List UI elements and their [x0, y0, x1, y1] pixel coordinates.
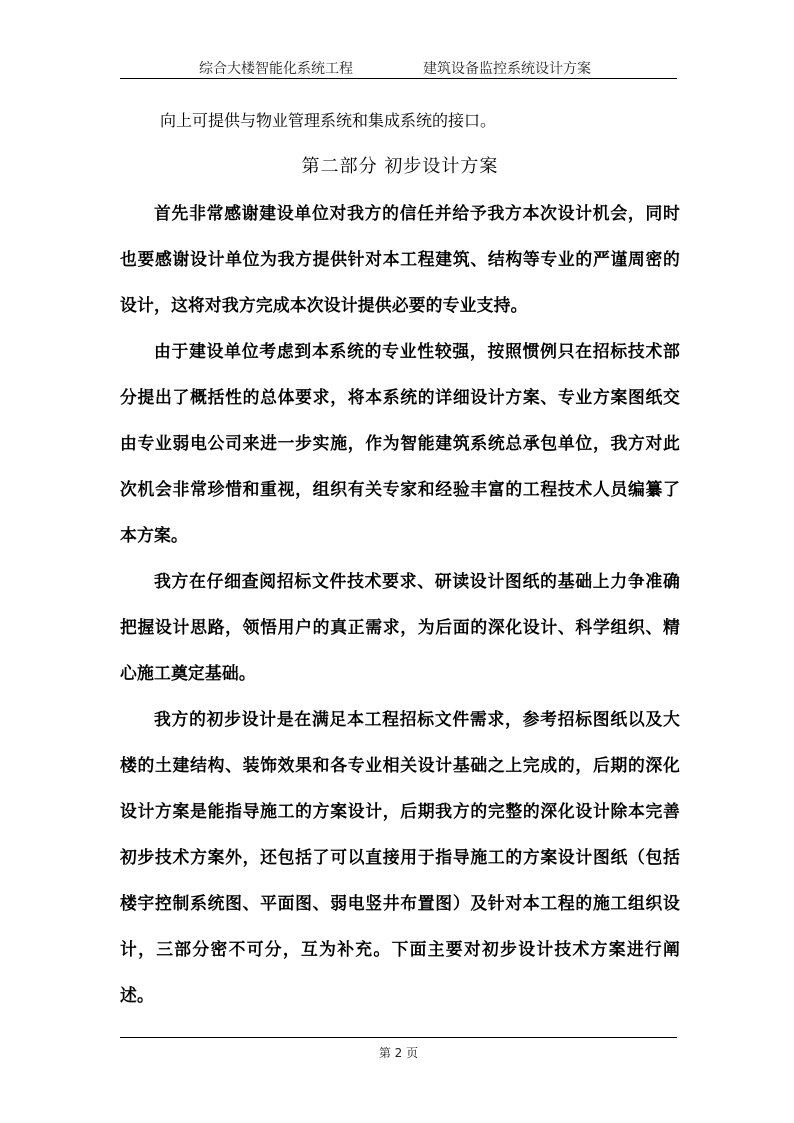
continued-text-line: 向上可提供与物业管理系统和集成系统的接口。 [160, 111, 497, 130]
page-footer [120, 1037, 677, 1061]
page-header [120, 56, 677, 79]
paragraph-2: 由于建设单位考虑到本系统的专业性较强，按照惯例只在招标技术部分提出了概括性的总体要求，将本系统的详细设计方案、专业方案图纸交由专业弱电公司来进一步实施，作为智能建筑系统总承包单位，我方对此次机会非常珍惜和重视，组织有关专家和经验丰富的工程技术人员编纂了本方案。 [120, 341, 680, 545]
document-body [120, 98, 680, 1018]
paragraph-1: 首先非常感谢建设单位对我方的信任并给予我方本次设计机会，同时也要感谢设计单位为我方提供针对本工程建筑、结构等专业的严谨周密的设计，这将对我方完成本次设计提供必要的专业支持。 [120, 203, 680, 315]
paragraph-3: 我方在仔细查阅招标文件技术要求、研读设计图纸的基础上力争准确把握设计思路，领悟用户的真正需求，为后面的深化设计、科学组织、精心施工奠定基础。 [120, 571, 680, 683]
header-document-title: 建筑设备监控系统设计方案 [423, 61, 591, 77]
header-project-title: 综合大楼智能化系统工程 [199, 61, 353, 77]
section-title: 第二部分 初步设计方案 [301, 156, 499, 177]
page-number: 第 2 页 [378, 1046, 419, 1060]
paragraph-4: 我方的初步设计是在满足本工程招标文件需求，参考招标图纸以及大楼的土建结构、装饰效果和各专业相关设计基础之上完成的，后期的深化设计方案是能指导施工的方案设计，后期我方的完整的深化设计除本完善初步技术方案外，还包括了可以直接用于指导施工的方案设计图纸（包括楼宇控制系统图、平面图、弱电竖井布置图）及针对本工程的施工组织设计，三部分密不可分，互为补充。下面主要对初步设计技术方案进行阐述。 [120, 709, 680, 1005]
